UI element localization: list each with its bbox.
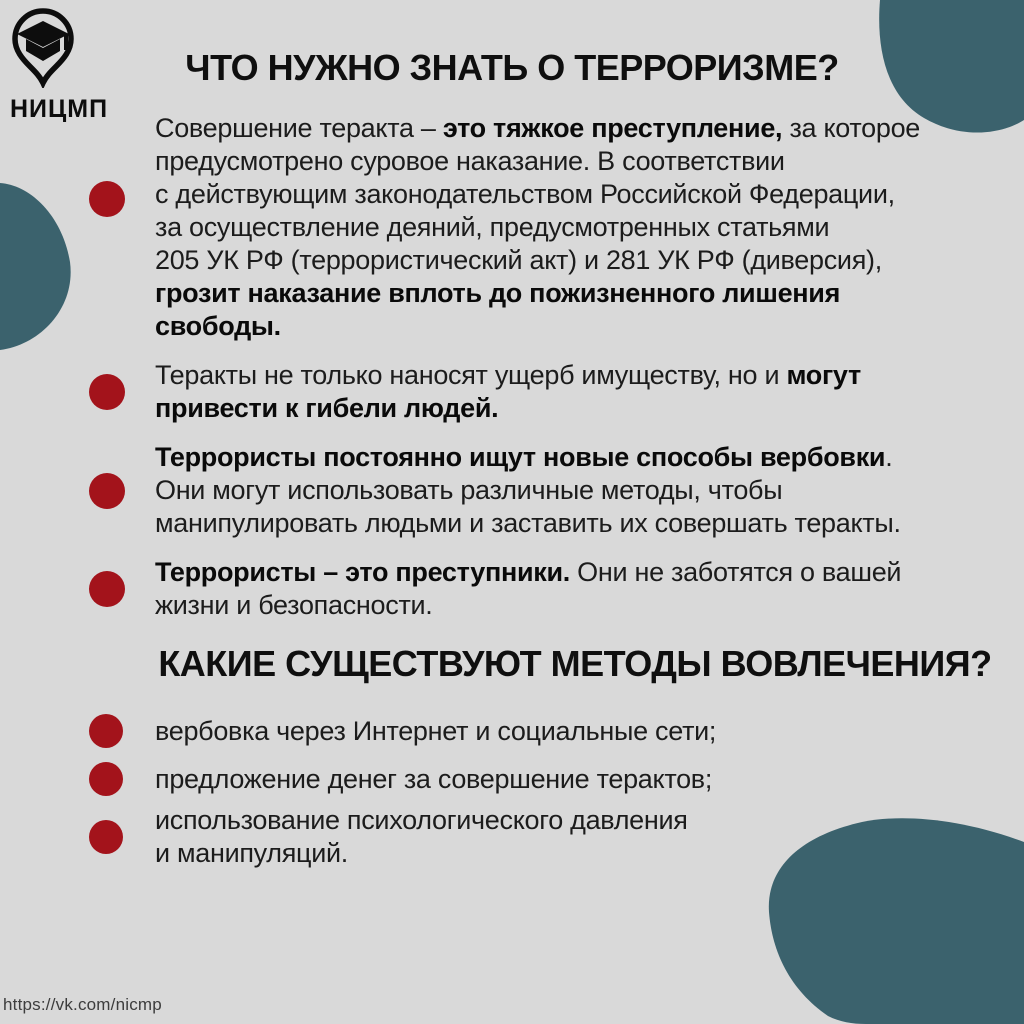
bullet-text: вербовка через Интернет и социальные сети; (155, 715, 717, 746)
bullet-dot (89, 714, 123, 748)
bullet-dot (89, 571, 125, 607)
bullet-text: Совершение теракта – это тяжкое преступление, за которое предусмотрено суровое наказание. В соответствии с действующим законодательством Российской Федерации, за осуществление деяний, предусмотренных статьями 205 УК РФ (террористический акт) и 281 УК РФ (диверсия), грозит наказание вплоть до пожизненного лишения свободы. (155, 113, 921, 341)
teal-blob-left (0, 183, 71, 350)
list-item (89, 441, 989, 540)
vk-url: https://vk.com/nicmp (3, 995, 162, 1014)
bullet-dot (89, 473, 125, 509)
logo-text: НИЦМП (10, 95, 109, 123)
bullet-text: Террористы – это преступники. Они не заботятся о вашей жизни и безопасности. (155, 557, 902, 620)
list-item (89, 804, 989, 870)
terrorism-bullet-list (89, 112, 989, 638)
list-item (89, 112, 989, 343)
list-item (89, 556, 989, 622)
bullet-text: Террористы постоянно ищут новые способы вербовки. Они могут использовать различные методы, чтобы манипулировать людьми и заставить их совершать теракты. (155, 442, 901, 538)
bullet-dot (89, 762, 123, 796)
methods-bullet-list (89, 708, 989, 872)
bullet-text: использование психологического давления и манипуляций. (155, 805, 688, 868)
bullet-dot (89, 181, 125, 217)
list-item (89, 708, 989, 754)
section-title-terrorism: ЧТО НУЖНО ЗНАТЬ О ТЕРРОРИЗМЕ? (185, 47, 839, 88)
section-title-methods: КАКИЕ СУЩЕСТВУЮТ МЕТОДЫ ВОВЛЕЧЕНИЯ? (158, 643, 992, 684)
bullet-text: Теракты не только наносят ущерб имуществу, но и могут привести к гибели людей. (155, 360, 861, 423)
bullet-text: предложение денег за совершение терактов; (155, 763, 713, 794)
bullet-dot (89, 374, 125, 410)
list-item (89, 756, 989, 802)
list-item (89, 359, 989, 425)
bullet-dot (89, 820, 123, 854)
